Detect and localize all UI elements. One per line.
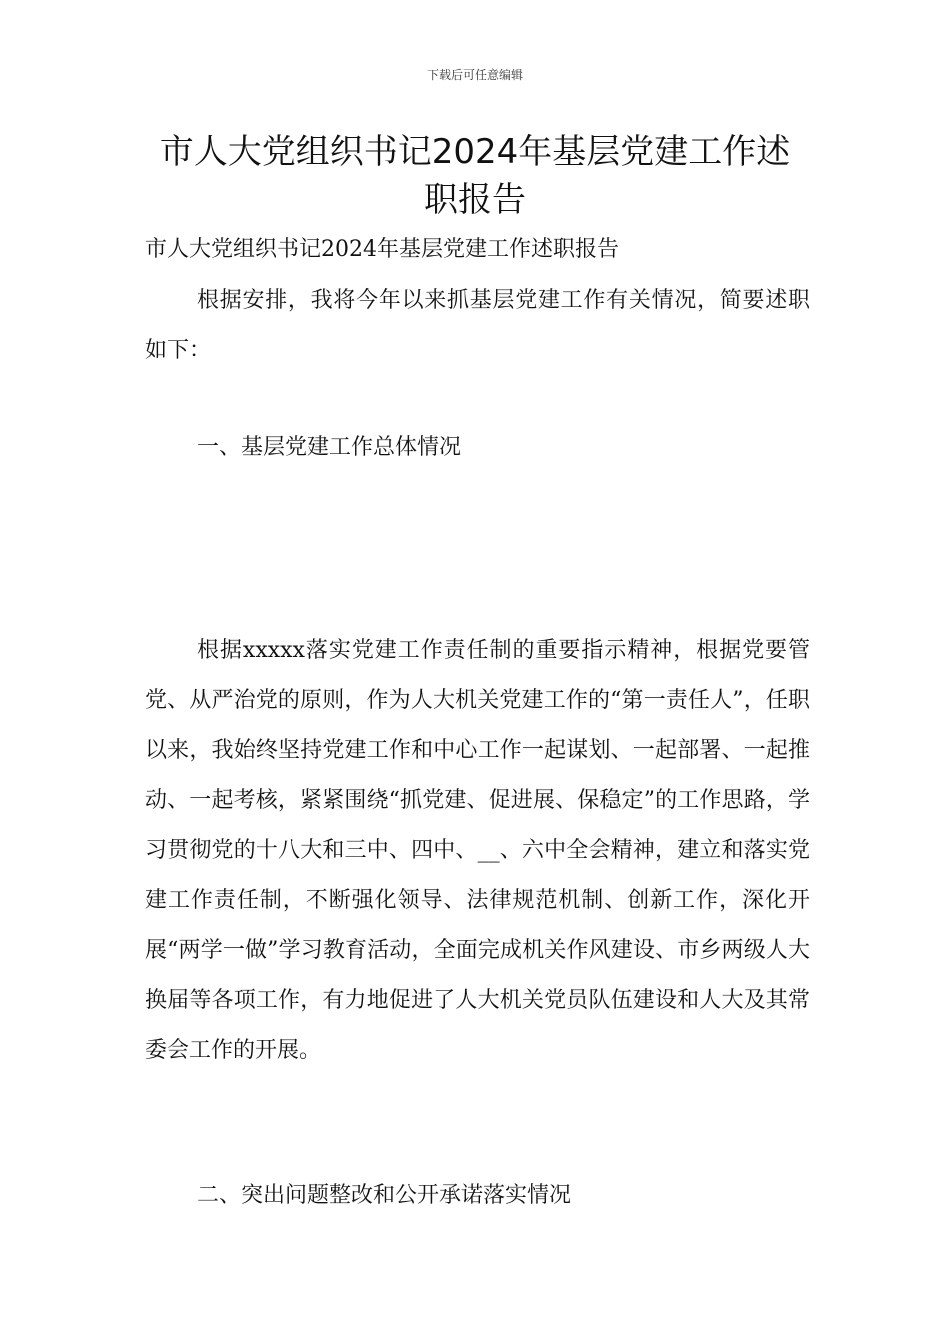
header-note: 下载后可任意编辑 <box>426 68 523 82</box>
document-subtitle: 市人大党组织书记2024年基层党建工作述职报告 <box>145 237 619 262</box>
section-1-body: 根据xxxxx落实党建工作责任制的重要指示精神，根据党要管党、从严治党的原则，作为人大机关党建工作的“第一责任人”，任职以来，我始终坚持党建工作和中心工作一起谋划、一起部署、一起推动、一起考核，紧紧围绕“抓党建、促进展、保稳定”的工作思路，学习贯彻党的十八大和三中、四中、__、六中全会精神，建立和落实党建工作责任制，不断强化领导、法律规范机制、创新工作，深化开展“两学一做”学习教育活动，全面完成机关作风建设、市乡两级人大换届等各项工作，有力地促进了人大机关党员队伍建设和人大及其常委会工作的开展。 <box>145 638 810 1063</box>
section-heading-2: 二、突出问题整改和公开承诺落实情况 <box>197 1183 572 1208</box>
section-heading-1: 一、基层党建工作总体情况 <box>197 435 462 460</box>
intro-paragraph: 根据安排，我将今年以来抓基层党建工作有关情况，简要述职如下： <box>145 288 810 363</box>
document-title: 市人大党组织书记2024年基层党建工作述职报告 <box>159 132 791 220</box>
